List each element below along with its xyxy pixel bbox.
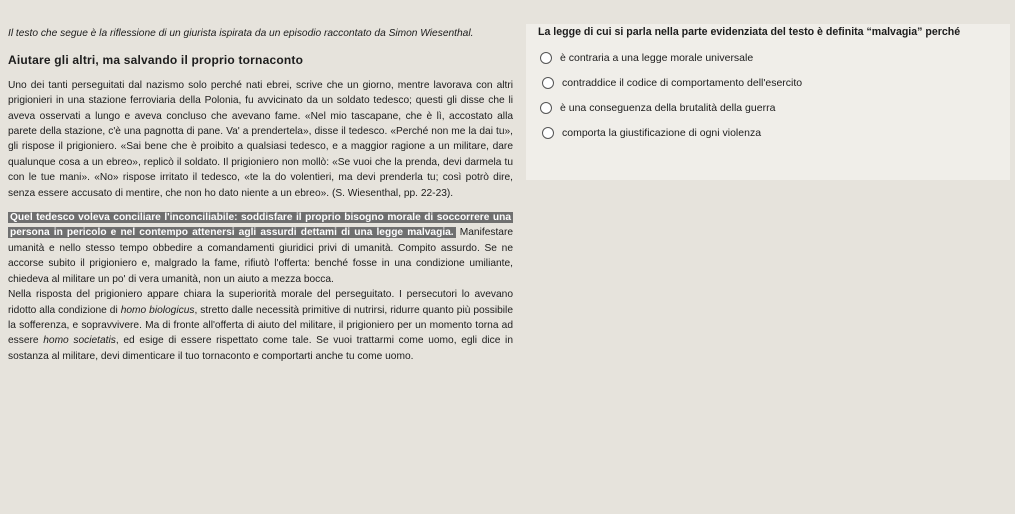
answer-option-label: è contraria a una legge morale universale — [560, 52, 754, 64]
answer-option-label: è una conseguenza della brutalità della guerra — [560, 102, 776, 114]
passage-commentary-2 — [8, 287, 513, 364]
answer-option-label: contraddice il codice di comportamento dell'esercito — [562, 77, 803, 89]
commentary-text-2c: , ed esige di essere rispettato come tale. Se vuoi trattarmi come uomo, egli dice in sostanza al militare, devi dimenticare il tuo tornaconto e comportarti anche tu come uomo. — [8, 335, 513, 362]
answer-option-1[interactable] — [540, 52, 1010, 64]
commentary-text-2b: , stretto dalle necessità primitive di nutrirsi, ridurre quanto più possibile la sofferenza, e sopravvivere. Ma di fronte all'offerta di aiuto del militare, il prigioniero per un momento torna ad essere — [8, 304, 513, 347]
passage-intro: Il testo che segue è la riflessione di un giurista ispirata da un episodio raccontato da Simon Wiesenthal. — [8, 28, 474, 39]
radio-button-icon[interactable] — [540, 52, 552, 64]
passage-column — [8, 26, 513, 364]
answer-option-label: comporta la giustificazione di ogni violenza — [562, 127, 762, 139]
radio-button-icon[interactable] — [542, 127, 554, 139]
commentary-text-1: Manifestare umanità e nello stesso tempo obbedire a comandamenti giuridici privi di umanità. Compito assurdo. Se ne accorse subito il prigioniero e, malgrado la fame, rifiutò l'offerta: benché fosse in una condizione umiliante, chiedeva al militare un po' di vera umanità, non un aiuto a mezza bocca. — [8, 227, 514, 285]
passage-commentary-1 — [8, 210, 513, 287]
answer-option-4[interactable] — [542, 127, 1010, 139]
answer-options — [526, 52, 1010, 139]
answer-option-3[interactable] — [540, 102, 1010, 114]
passage-story: Uno dei tanti perseguitati dal nazismo solo perché nati ebrei, scrive che un giorno, mentre lavorava con altri prigionieri in una stazione ferroviaria della Polonia, fu avvicinato da un soldato tedesco; questi gli disse che li aveva osservati a lungo e aveva concluso che avevano fame. «Nel mio tascapane, che è lì, accostato alla parete della stazione, c'è una pagnotta di pane. Va' a prendertela», disse il tedesco. «Perché non me la dai tu», gli rispose il prigioniero. «Sai bene che è proibito a qualsiasi tedesco, e a maggior ragione a un militare, dare qualunque cosa a un ebreo», replicò il soldato. Il prigioniero non mollò: «Se vuoi che la prenda, devi darmela tu con le tue mani». «No» rispose irritato il tedesco, «te la do volentieri, ma devi prenderla tu; così potrò dire, senza essere accusato di mentire, che non ho dato niente a un ebreo». (S. Wiesenthal, pp. 22-23). — [8, 79, 513, 199]
question-text: La legge di cui si parla nella parte evidenziata del testo è definita “malvagia” perché — [538, 26, 961, 38]
highlighted-sentence: Quel tedesco voleva conciliare l'inconciliabile: soddisfare il proprio bisogno morale di soccorrere una persona in pericolo e nel contempo attenersi agli assurdi dettami di una legge malvagia. — [10, 212, 511, 239]
passage-title: Aiutare gli altri, ma salvando il proprio tornaconto — [8, 53, 304, 68]
commentary-text-2a: Nella risposta del prigioniero appare chiara la superiorità morale del perseguitato. I persecutori lo avevano ridotto alla condizione di — [8, 289, 513, 316]
answer-option-2[interactable] — [542, 77, 1010, 89]
radio-button-icon[interactable] — [542, 77, 554, 89]
radio-button-icon[interactable] — [540, 102, 552, 114]
term-homo-societatis: homo societatis — [43, 335, 116, 347]
question-panel — [526, 24, 1010, 180]
term-homo-biologicus: homo biologicus — [120, 304, 195, 316]
